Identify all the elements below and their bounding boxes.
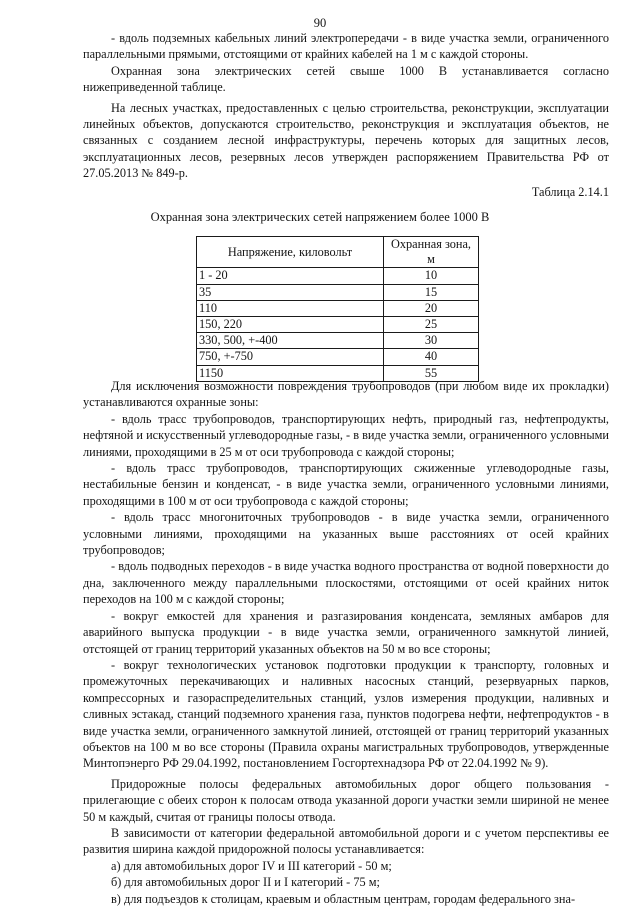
table-row [197, 317, 479, 333]
voltage-cell: 1 - 20 [197, 268, 384, 284]
voltage-zone-table [196, 236, 479, 382]
table-caption: Охранная зона электрических сетей напряжением более 1000 В [150, 210, 490, 224]
table-row [197, 300, 479, 316]
column-header-voltage: Напряжение, киловольт [197, 237, 384, 268]
table-row [197, 333, 479, 349]
zone-cell: 10 [384, 268, 479, 284]
paragraph: - вдоль трасс трубопроводов, транспортирующих нефть, природный газ, нефтепродукты, нефтяной и искусственный углеводородные газы, - в виде участка земли, ограниченного условными линиями, проходящими в 25 м от оси трубопровода с каждой стороны; [83, 411, 609, 459]
text-block-top [83, 30, 609, 200]
voltage-cell: 1150 [197, 365, 384, 381]
table-row [197, 284, 479, 300]
paragraph: - вдоль подводных переходов - в виде участка водного пространства от водной поверхности до дна, заключенного между параллельными плоскостями, отстоящими от осей крайних ниток переходов на 100 м с каждой стороны; [83, 559, 609, 607]
paragraph: - вдоль трасс многониточных трубопроводов - в виде участка земли, ограниченного условными линиями, проходящими на указанных выше расстояниях от осей крайних трубопроводов; [83, 510, 609, 558]
paragraph: Придорожные полосы федеральных автомобильных дорог общего пользования - прилегающие с обеих сторон к полосам отвода указанной дороги участки земли шириной не менее 50 м каждый, считая от границы полосы отвода. [83, 776, 609, 824]
list-item: в) для подъездов к столицам, краевым и областным центрам, городам федерального зна- [111, 891, 576, 906]
list-item: а) для автомобильных дорог IV и III категорий - 50 м; [111, 858, 392, 873]
voltage-cell: 330, 500, +-400 [197, 333, 384, 349]
zone-cell: 20 [384, 300, 479, 316]
voltage-cell: 150, 220 [197, 317, 384, 333]
page-number: 90 [313, 16, 327, 30]
voltage-cell: 750, +-750 [197, 349, 384, 365]
table-row [197, 349, 479, 365]
zone-cell: 30 [384, 333, 479, 349]
column-header-zone: Охранная зона, м [384, 237, 479, 268]
voltage-cell: 110 [197, 300, 384, 316]
paragraph: - вокруг емкостей для хранения и разгазирования конденсата, земляных амбаров для аварийного выпуска продукции - в виде участка земли, ограниченного замкнутой линией, отстоящей от границ территорий указанных объектов на 50 м во все стороны; [83, 608, 609, 656]
list-item: б) для автомобильных дорог II и I категорий - 75 м; [111, 875, 380, 890]
paragraph: Для исключения возможности повреждения трубопроводов (при любом виде их прокладки) устанавливаются охранные зоны: [83, 379, 609, 410]
table-label: Таблица 2.14.1 [531, 184, 609, 199]
table-row [197, 268, 479, 284]
zone-cell: 40 [384, 349, 479, 365]
table-header-row [197, 237, 479, 268]
paragraph: - вдоль подземных кабельных линий электропередачи - в виде участка земли, ограниченного параллельными прямыми, отстоящими от крайних кабелей на 1 м с каждой стороны. [83, 31, 609, 62]
zone-cell: 55 [384, 365, 479, 381]
voltage-cell: 35 [197, 284, 384, 300]
paragraph: Охранная зона электрических сетей свыше 1000 В устанавливается согласно нижеприведенной таблице. [83, 63, 609, 95]
paragraph: На лесных участках, предоставленных с целью строительства, реконструкции, эксплуатации линейных объектов, допускаются строительство, реконструкция и эксплуатация объектов, не связанных с созданием лесной инфраструктуры, перечень которых для защитных лесов, эксплуатационных лесов, резервных лесов утвержден распоряжением Правительства РФ от 27.05.2013 № 849-р. [83, 100, 609, 181]
text-block-bottom [83, 378, 609, 907]
paragraph: В зависимости от категории федеральной автомобильной дороги и с учетом перспективы ее развития ширина каждой придорожной полосы устанавливается: [83, 825, 609, 857]
paragraph: - вдоль трасс трубопроводов, транспортирующих сжиженные углеводородные газы, нестабильные бензин и конденсат, - в виде участка земли, ограниченного условными линиями, проходящими в 100 м от оси трубопровода с каждой стороны; [83, 461, 609, 508]
zone-cell: 25 [384, 317, 479, 333]
zone-cell: 15 [384, 284, 479, 300]
paragraph: - вокруг технологических установок подготовки продукции к транспорту, головных и промежуточных перекачивающих и наливных насосных станций, резервуарных парков, компрессорных и газораспределительных станций, узлов измерения продукции, наливных и сливных эстакад, станций подземного хранения газа, пунктов подогрева нефти, нефтепродуктов - в виде участка земли, ограниченного замкнутой линией, отстоящей от границ территорий указанных объектов на 100 м во все стороны (Правила охраны магистральных трубопроводов, утвержденные Минтопэнерго РФ 29.04.1992, постановлением Госгортехнадзора РФ от 22.04.1992 № 9). [83, 657, 609, 771]
